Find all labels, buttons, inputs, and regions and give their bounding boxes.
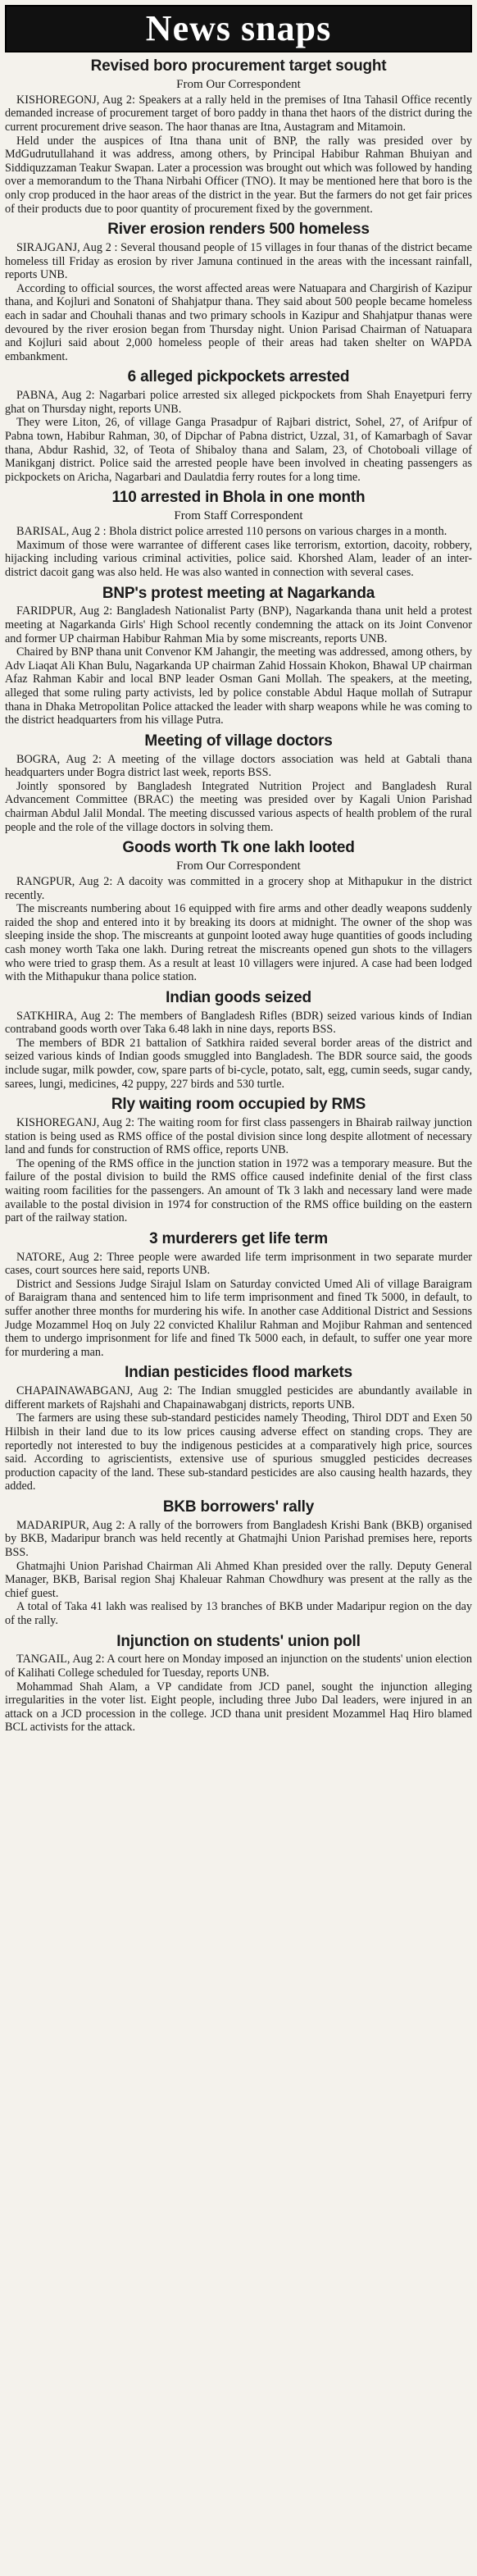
story-paragraph: According to official sources, the worst affected areas were Natuapara and Chargirish of Kazipur thana, and Kojluri and Sonatoni of Shahjatpur thana. They said about 500 people became homeless each in sadar and Chouhali thanas and two primary schools in Kazipur and Shahjatpur thanas were devoured by the river erosion began from Thursday night. Union Parisad Chairman of Natuapara and Kojluri said about 2,000 homeless people of their areas had taken shelter on WAPDA embankment.: [5, 281, 472, 363]
story-paragraph: NATORE, Aug 2: Three people were awarded life term imprisonment in two separate murder cases, court sources here said, reports UNB.: [5, 1250, 472, 1278]
news-story: [5, 368, 472, 484]
news-story: [5, 839, 472, 984]
story-headline: 3 murderers get life term: [149, 1229, 328, 1247]
story-paragraph: Maximum of those were warrantee of different cases like terrorism, extortion, dacoity, robbery, hijacking including various criminal activities, police said. Khorshed Alam, leader of an inter-district dacoit gang was also held. He was also wanted in connection with several cases.: [5, 538, 472, 579]
news-story: [5, 489, 472, 579]
story-headline: 6 alleged pickpockets arrested: [127, 368, 350, 386]
story-paragraph: PABNA, Aug 2: Nagarbari police arrested six alleged pickpockets from Shah Enayetpuri ferry ghat on Thursday night, reports UNB.: [5, 389, 472, 416]
story-paragraph: BARISAL, Aug 2 : Bhola district police arrested 110 persons on various charges in a month.: [16, 525, 447, 539]
story-paragraph: KISHOREGANJ, Aug 2: The waiting room for first class passengers in Bhairab railway junction station is being used as RMS office of the postal division since long despite allotment of necessary land and funds for construction of RMS office, reports UNB.: [5, 1116, 472, 1157]
story-paragraph: Mohammad Shah Alam, a VP candidate from JCD panel, sought the injunction alleging irregularities in the voter list. Eight people, including three Jubo Dal leaders, were injured in an attack on a JCD procession in the college. JCD thana unit president Mozammel Haq Hiro blamed BCL activists for the attack.: [5, 1680, 472, 1735]
story-headline: Meeting of village doctors: [144, 732, 333, 750]
story-paragraph: Held under the auspices of Itna thana unit of BNP, the rally was presided over by MdGudrutullahand it was address, among others, by Principal Habibur Rahman Bhuiyan and Siddiquzzaman Teakur Swapan. Later a procession was brought out which was followed by handing over a memorandum to the Thana Nirbahi Officer (TNO). It may be mentioned here that boro is the only crop produced in the haor areas of the district in the year. But the farmers do not get fair prices of their products due to poor quantity of procurement fixed by the government.: [5, 134, 472, 216]
news-story: [5, 1633, 472, 1735]
news-story: [5, 1230, 472, 1360]
news-story: [5, 585, 472, 727]
story-headline: 110 arrested in Bhola in one month: [111, 489, 366, 507]
story-paragraph: CHAPAINAWABGANJ, Aug 2: The Indian smuggled pesticides are abundantly available in different markets of Rajshahi and Chapainawabganj districts, reports UNB.: [5, 1384, 472, 1411]
story-headline: Indian pesticides flood markets: [125, 1364, 352, 1382]
story-paragraph: Ghatmajhi Union Parishad Chairman Ali Ahmed Khan presided over the rally. Deputy General Manager, BKB, Barisal region Shaj Khaleuar Rahman Chowdhury was present at the rally as the chief guest.: [5, 1559, 472, 1600]
news-story: [5, 221, 472, 363]
news-story: [5, 1364, 472, 1493]
news-story: [5, 1096, 472, 1225]
story-headline: Goods worth Tk one lakh looted: [122, 839, 355, 857]
story-paragraph: SATKHIRA, Aug 2: The members of Bangladesh Rifles (BDR) seized various kinds of Indian contraband goods worth over Taka 6.48 lakh in nine days, reports BSS.: [5, 1009, 472, 1037]
story-headline: Indian goods seized: [166, 988, 311, 1006]
news-story: [5, 57, 472, 216]
story-list: [5, 57, 472, 1735]
story-paragraph: BOGRA, Aug 2: A meeting of the village doctors association was held at Gabtali thana headquarters under Bogra district last week, reports BSS.: [5, 752, 472, 780]
story-byline: From Our Correspondent: [176, 77, 301, 91]
news-page: [5, 0, 472, 1735]
story-paragraph: SIRAJGANJ, Aug 2 : Several thousand people of 15 villages in four thanas of the district became homeless till Friday as erosion by river Jamuna continued in the areas with the incessant rainfall, reports UNB.: [5, 241, 472, 282]
story-paragraph: The miscreants numbering about 16 equipped with fire arms and other deadly weapons suddenly raided the shop and entered into it by breaking its doors at midnight. The owner of the shop was sleeping inside the shop. The miscreants at gunpoint looted away huge quantities of goods including cash money worth Taka one lakh. During retreat the miscreants opened gun shots to the villagers who were tried to grasp them. As a result at least 10 villagers were injured. A case had been lodged with the Mithapukur thana police station.: [5, 902, 472, 984]
masthead: [5, 5, 472, 52]
story-paragraph: A total of Taka 41 lakh was realised by 13 branches of BKB under Madaripur region on the day of the rally.: [5, 1600, 472, 1627]
story-headline: BNP's protest meeting at Nagarkanda: [102, 584, 375, 602]
story-byline: From Staff Correspondent: [174, 509, 303, 523]
story-headline: BKB borrowers' rally: [162, 1498, 315, 1516]
story-paragraph: KISHOREGONJ, Aug 2: Speakers at a rally held in the premises of Itna Tahasil Office recently demanded increase of procurement target of boro paddy in thana thet haors of the district during the current procurement drive season. The haor thanas are Itna, Austagram and Mitamoin.: [5, 93, 472, 134]
story-byline: From Our Correspondent: [176, 859, 301, 873]
news-story: [5, 1498, 472, 1628]
story-paragraph: They were Liton, 26, of village Ganga Prasadpur of Rajbari district, Sohel, 27, of Arifpur of Pabna town, Habibur Rahman, 30, of Dipchar of Pabna district, Uzzal, 31, of Kamarbagh of Savar thana, Abdur Rashid, 32, of Teota of Shibaloy thana and Salam, 23, of Chotoboali village of Manikganj district. Police said the arrested people have been involved in cheating passengers as pickpockets on Aricha, Nagarbari and Daulatdia ferry routes for a long time.: [5, 416, 472, 484]
story-paragraph: RANGPUR, Aug 2: A dacoity was committed in a grocery shop at Mithapukur in the district recently.: [5, 875, 472, 902]
story-paragraph: MADARIPUR, Aug 2: A rally of the borrowers from Bangladesh Krishi Bank (BKB) organised by BKB, Madaripur branch was held recently at Ghatmajhi Union Parishad premises here, reports BSS.: [5, 1518, 472, 1559]
story-headline: Revised boro procurement target sought: [90, 57, 387, 75]
masthead-title: News snaps: [145, 8, 332, 48]
story-headline: River erosion renders 500 homeless: [107, 221, 370, 239]
story-paragraph: Jointly sponsored by Bangladesh Integrated Nutrition Project and Bangladesh Rural Advancement Committee (BRAC) the meeting was presided over by Kagali Union Parishad chairman Abdul Jalil Mondal. The meeting discussed various aspects of health problem of the rural people and the role of the village doctors in solving them.: [5, 779, 472, 834]
news-story: [5, 732, 472, 834]
story-paragraph: TANGAIL, Aug 2: A court here on Monday imposed an injunction on the students' union election of Kalihati College scheduled for Tuesday, reports UNB.: [5, 1653, 472, 1680]
story-paragraph: The opening of the RMS office in the junction station in 1972 was a temporary measure. But the failure of the postal division to build the RMS office caused indefinite denial of the first class waiting room facilities for the passengers. An amount of Tk 3 lakh and necessary land were made available to the postal division in 1974 for construction of the RMS office building on the eastern part of the railway station.: [5, 1156, 472, 1225]
news-story: [5, 989, 472, 1091]
story-paragraph: The members of BDR 21 battalion of Satkhira raided several border areas of the district and seized various kinds of Indian goods smuggled into Bangladesh. The BDR source said, the goods include sugar, milk powder, cow, spare parts of bi-cycle, potato, salt, egg, cumin seeds, sugar candy, sarees, lungi, medicines, 42 puppy, 227 birds and 530 turtle.: [5, 1036, 472, 1091]
story-headline: Rly waiting room occupied by RMS: [111, 1096, 366, 1114]
story-paragraph: The farmers are using these sub-standard pesticides namely Theoding, Thirol DDT and Exen 50 Hilbish in their land due to its low prices causing adverse effect on standing crops. They are reportedly not interested to buy the indigenous pesticides at a comparatively high price, sources said. According to agriscientists, extensive use of spurious smuggled pesticides decreases production capacity of the land. These sub-standard pesticides are also causing health hazards, they added.: [5, 1411, 472, 1493]
story-headline: Injunction on students' union poll: [116, 1632, 361, 1650]
story-paragraph: FARIDPUR, Aug 2: Bangladesh Nationalist Party (BNP), Nagarkanda thana unit held a protest meeting at Nagarkanda Girls' High School recently condemning the attack on its Joint Convenor and former UP chairman Habibur Rahman Mia by some miscreants, reports UNB.: [5, 604, 472, 645]
story-paragraph: District and Sessions Judge Sirajul Islam on Saturday convicted Umed Ali of village Baraigram of Baraigram thana and sentenced him to life term imprisonment and fined Tk 5000, in default, to suffer another three months for murdering his wife. In another case Additional District and Sessions Judge Mozammel Hoq on July 22 convicted Khalilur Rahman and Mojibur Rahman and sentenced them to undergo imprisonment for life and fined Tk 5000 each, in default, to suffer one year more for murdering a man.: [5, 1277, 472, 1359]
story-paragraph: Chaired by BNP thana unit Convenor KM Jahangir, the meeting was addressed, among others, by Adv Liaqat Ali Khan Bulu, Nagarkanda UP chairman Zahid Hossain Khokon, Bhawal UP chairman Afaz Rahman Kabir and local BNP leader Osman Gani Mollah. The speakers, at the meeting, alleged that some ruling party activists, led by police constable Abdul Haque mollah of Sutrapur thana in Dhaka Metropolitan Police attacked the leader with sharp weapons while he was coming to the district headquarters from his village Putra.: [5, 645, 472, 727]
